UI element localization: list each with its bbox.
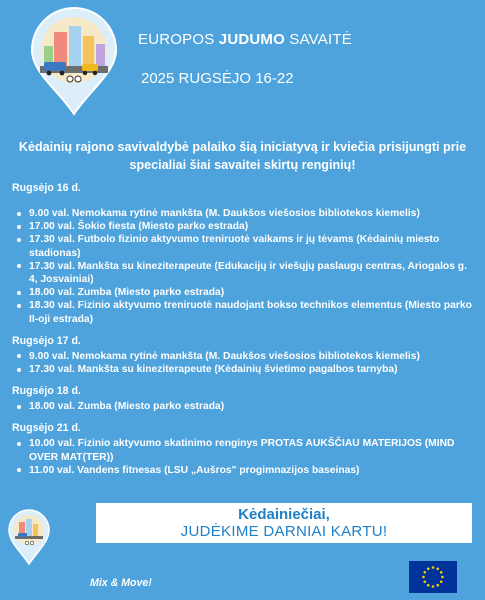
- day-title: Rugsėjo 17 d.: [12, 334, 81, 347]
- day-section: [12, 385, 477, 413]
- event-item: 17.30 val. Mankšta su kineziterapeute (Kėdainių švietimo pagalbos tarnyba): [12, 363, 477, 376]
- event-list: [12, 400, 477, 413]
- event-item: 11.00 val. Vandens fitnesas (LSU „Aušros" progimnazijos baseinas): [12, 464, 477, 477]
- motto-line-1: Kėdainiečiai,: [238, 506, 330, 523]
- title-bold: JUDUMO: [218, 31, 285, 48]
- schedule: [12, 182, 477, 486]
- event-item: 9.00 val. Nemokama rytinė mankšta (M. Daukšos viešosios bibliotekos kiemelis): [12, 350, 477, 363]
- motto-banner: [96, 503, 472, 543]
- event-item: 17.30 val. Futbolo fizinio aktyvumo treniruotė vaikams ir jų tėvams (Kėdainių miesto stadionas): [12, 233, 477, 259]
- location-pin-town-icon: [6, 506, 52, 566]
- event-item: 18.00 val. Zumba (Miesto parko estrada): [12, 400, 477, 413]
- event-item: 17.00 val. Šokio fiesta (Miesto parko estrada): [12, 220, 477, 233]
- day-section: [12, 182, 477, 326]
- day-section: [12, 422, 477, 477]
- event-item: 18.00 val. Zumba (Miesto parko estrada): [12, 286, 477, 299]
- event-item: 10.00 val. Fizinio aktyvumo skatinimo renginys PROTAS AUKŠČIAU MATERIJOS (MIND OVER MAT(TER)): [12, 437, 477, 463]
- day-title: Rugsėjo 21 d.: [12, 422, 81, 435]
- title-part-2: SAVAITĖ: [285, 31, 352, 48]
- event-item: 9.00 val. Nemokama rytinė mankšta (M. Daukšos viešosios bibliotekos kiemelis): [12, 207, 477, 220]
- day-title: Rugsėjo 18 d.: [12, 385, 81, 398]
- eu-flag-icon: [409, 561, 457, 593]
- day-section: [12, 335, 477, 376]
- event-list: [12, 437, 477, 477]
- event-list: [12, 207, 477, 326]
- event-dates: 2025 RUGSĖJO 16-22: [141, 70, 294, 87]
- title-part-1: EUROPOS: [138, 31, 219, 48]
- motto-line-2: JUDĖKIME DARNIAI KARTU!: [180, 523, 388, 540]
- footer-slogan: Mix & Move!: [90, 577, 152, 589]
- location-pin-town-icon: [24, 6, 124, 118]
- event-item: 17.30 val. Mankšta su kineziterapeute (Edukacijų ir viešųjų paslaugų centras, Ariogalos g. 4, Josvainiai): [12, 260, 477, 286]
- event-list: [12, 350, 477, 376]
- page-title: [138, 31, 352, 48]
- intro-text: Kėdainių rajono savivaldybė palaiko šią iniciatyvą ir kviečia prisijungti prie specialiai šiai savaitei skirtų renginių!: [18, 140, 467, 172]
- event-item: 18.30 val. Fizinio aktyvumo treniruotė naudojant bokso technikos elementus (Miesto parko II-oji estrada): [12, 299, 477, 325]
- day-title: Rugsėjo 16 d.: [12, 182, 81, 194]
